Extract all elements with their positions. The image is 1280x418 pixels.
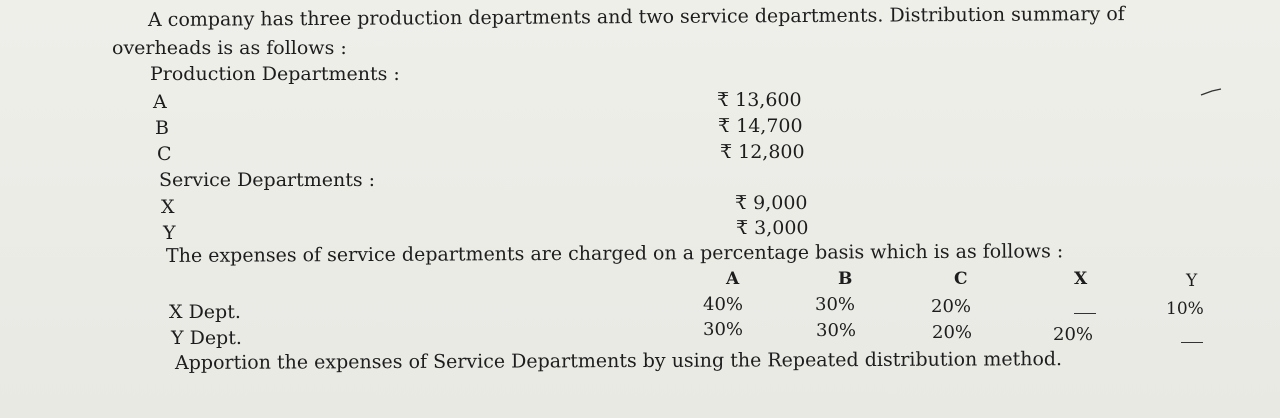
intro-line-2: overheads is as follows : (112, 37, 347, 59)
production-heading: Production Departments : (150, 63, 400, 85)
production-label-b: B (155, 117, 169, 139)
service-heading: Service Departments : (159, 169, 376, 191)
x-dept-value-b: 30% (815, 294, 856, 315)
production-amount-c: ₹ 12,800 (720, 141, 805, 163)
basis-sentence: The expenses of service departments are charged on a percentage basis which is as follows : (165, 240, 1064, 267)
service-label-y: Y (163, 222, 176, 244)
production-label-c: C (157, 143, 172, 165)
pen-mark-icon (1200, 88, 1222, 96)
y-dept-value-x: 20% (1053, 324, 1094, 345)
production-label-a: A (153, 91, 167, 113)
row-label-y-dept: Y Dept. (171, 327, 242, 349)
service-amount-y: ₹ 3,000 (736, 217, 809, 239)
y-dept-value-c: 20% (932, 322, 973, 343)
service-label-x: X (161, 196, 175, 218)
column-header-a: A (726, 269, 740, 289)
column-header-x: X (1074, 269, 1088, 289)
x-dept-value-y: 10% (1166, 299, 1204, 319)
column-header-b: B (838, 269, 853, 289)
x-dept-value-a: 40% (703, 294, 744, 315)
y-dept-value-b: 30% (816, 320, 857, 341)
y-dept-value-y-dash (1181, 342, 1203, 343)
column-header-y: Y (1186, 271, 1198, 291)
y-dept-value-a: 30% (703, 319, 744, 340)
column-header-c: C (954, 269, 968, 289)
service-amount-x: ₹ 9,000 (735, 192, 808, 214)
instruction-sentence: Apportion the expenses of Service Departments by using the Repeated distribution method. (174, 348, 1063, 374)
row-label-x-dept: X Dept. (169, 301, 241, 323)
intro-line-1: A company has three production departments and two service departments. Distribution summary of (147, 3, 1125, 31)
production-amount-b: ₹ 14,700 (718, 115, 803, 137)
production-amount-a: ₹ 13,600 (717, 89, 802, 111)
x-dept-value-c: 20% (931, 296, 972, 317)
x-dept-value-x-dash (1074, 313, 1096, 314)
